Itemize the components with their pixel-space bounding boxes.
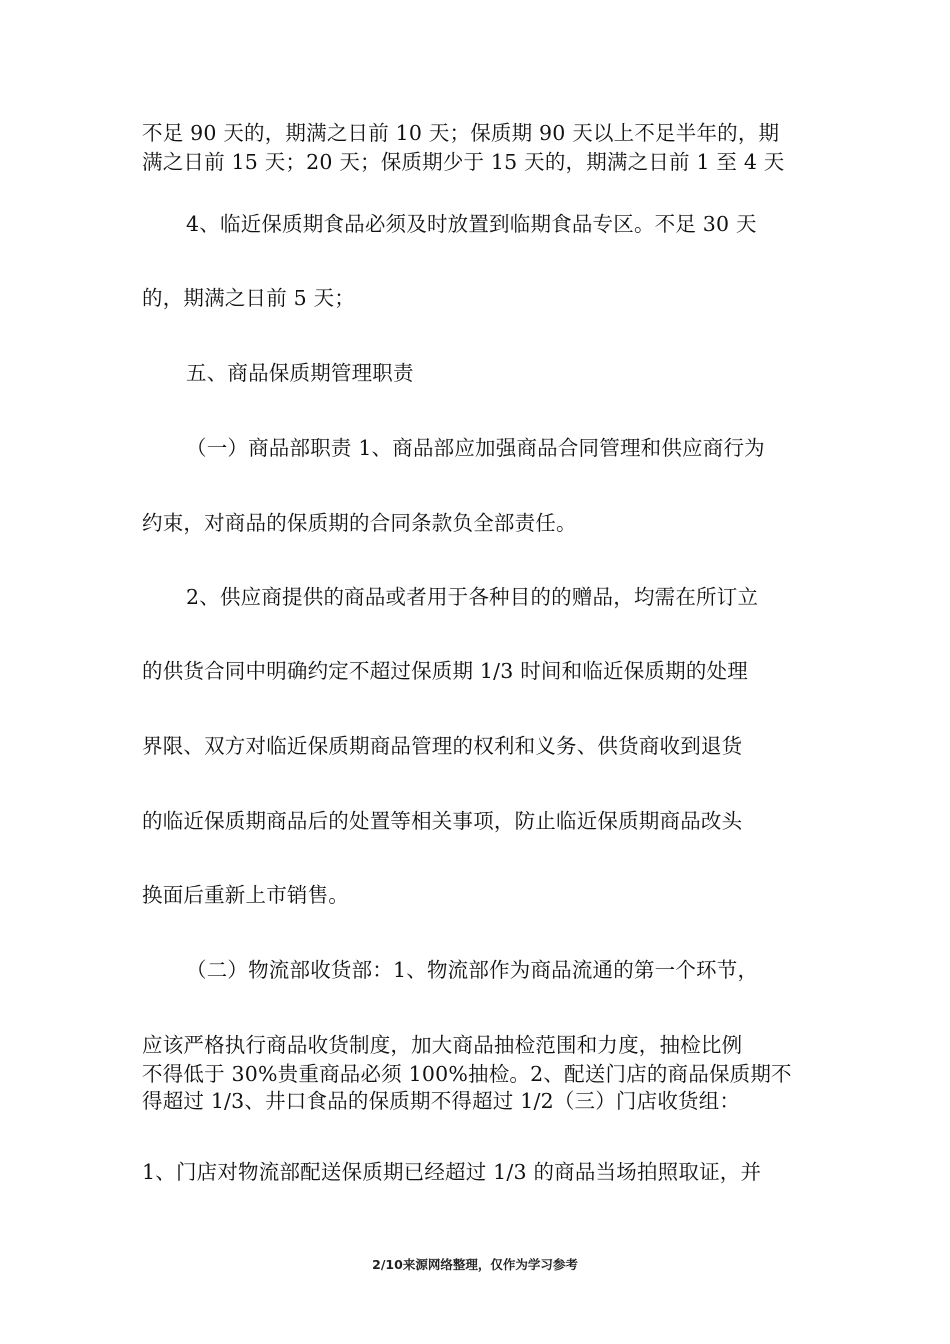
text-line: 不得低于 30%贵重商品必须 100%抽检。2、配送门店的商品保质期不 <box>142 1062 792 1086</box>
text-line: 的临近保质期商品后的处置等相关事项，防止临近保质期商品改头 <box>142 809 743 833</box>
text-line: 1、门店对物流部配送保质期已经超过 1/3 的商品当场拍照取证，并 <box>142 1160 762 1184</box>
text-line: 界限、双方对临近保质期商品管理的权利和义务、供货商收到退货 <box>142 734 743 758</box>
text-line: 得超过 1/3、井口食品的保质期不得超过 1/2（三）门店收货组： <box>142 1089 741 1113</box>
section-heading: 五、商品保质期管理职责 <box>186 361 414 385</box>
paragraph-line: （一）商品部职责 1、商品部应加强商品合同管理和供应商行为 <box>186 436 765 460</box>
paragraph-line: （二）物流部收货部：1、物流部作为商品流通的第一个环节， <box>186 958 759 982</box>
text-line: 换面后重新上市销售。 <box>142 883 349 907</box>
text-line: 约束，对商品的保质期的合同条款负全部责任。 <box>142 511 577 535</box>
paragraph-line: 4、临近保质期食品必须及时放置到临期食品专区。不足 30 天 <box>186 212 757 236</box>
paragraph-line: 2、供应商提供的商品或者用于各种目的的赠品，均需在所订立 <box>186 585 759 609</box>
text-line: 的供货合同中明确约定不超过保质期 1/3 时间和临近保质期的处理 <box>142 659 748 683</box>
page-footer: 2/10来源网络整理，仅作为学习参考 <box>372 1257 578 1272</box>
text-line: 满之日前 15 天；20 天；保质期少于 15 天的，期满之日前 1 至 4 天 <box>142 150 785 174</box>
text-line: 应该严格执行商品收货制度，加大商品抽检范围和力度，抽检比例 <box>142 1033 743 1057</box>
text-line: 的，期满之日前 5 天； <box>142 286 355 310</box>
text-line: 不足 90 天的，期满之日前 10 天；保质期 90 天以上不足半年的，期 <box>142 121 780 145</box>
